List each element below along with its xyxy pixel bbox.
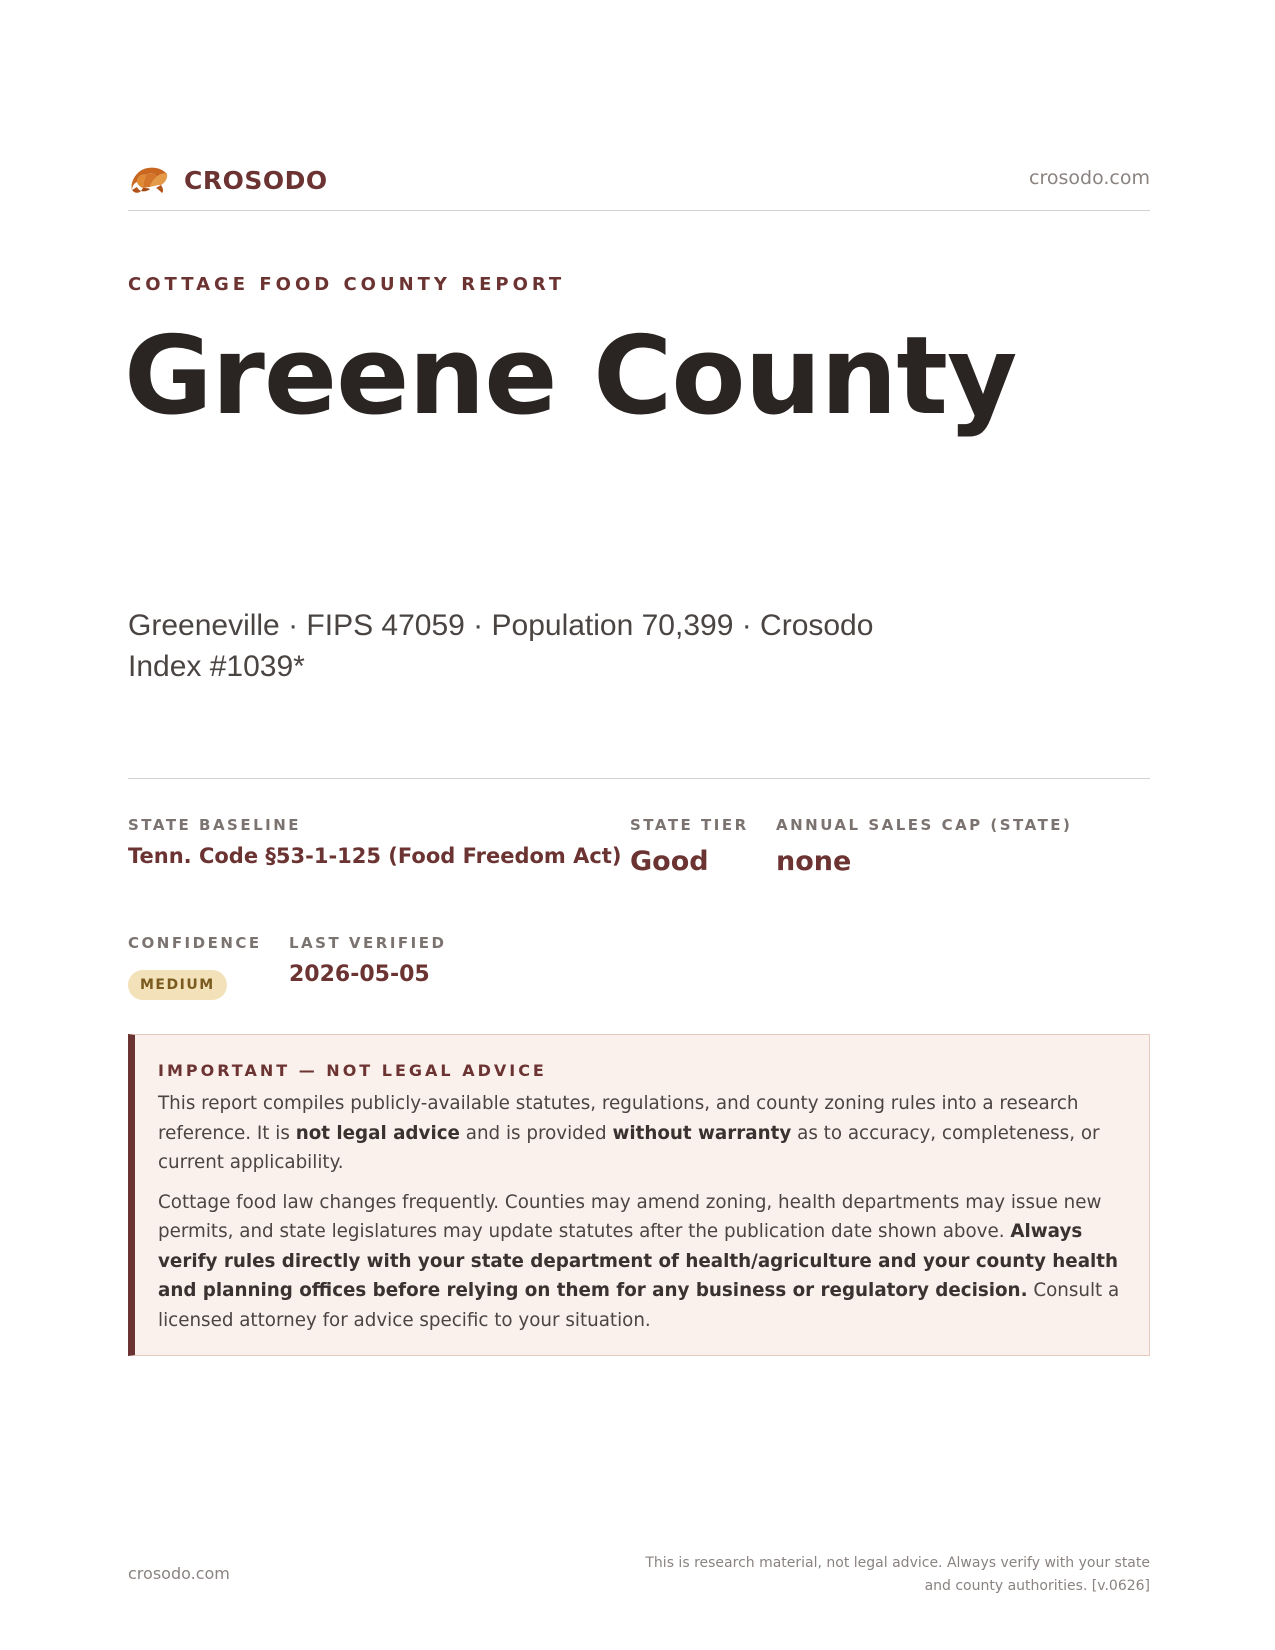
state-tier-value: Good bbox=[630, 846, 709, 877]
brand[interactable] bbox=[128, 160, 328, 200]
state-tier-label: STATE TIER bbox=[630, 816, 749, 834]
notice-text: Cottage food law changes frequently. Counties may amend zoning, health departments may issue new permits, and state legislatures may update statutes after the publication date shown above. bbox=[158, 1191, 1102, 1242]
confidence-badge: MEDIUM bbox=[128, 970, 227, 1000]
sales-cap-label: ANNUAL SALES CAP (STATE) bbox=[776, 816, 1073, 834]
state-baseline-value: Tenn. Code §53-1-125 (Food Freedom Act) bbox=[128, 844, 622, 868]
footer-disclaimer bbox=[590, 1552, 1150, 1598]
confidence-label: CONFIDENCE bbox=[128, 934, 262, 952]
notice-title: IMPORTANT — NOT LEGAL ADVICE bbox=[158, 1061, 547, 1080]
report-eyebrow: COTTAGE FOOD COUNTY REPORT bbox=[128, 274, 566, 295]
section-divider bbox=[128, 778, 1150, 779]
sales-cap-value: none bbox=[776, 846, 852, 877]
page-title: Greene County bbox=[124, 314, 1017, 439]
footer-disclaimer-line: and county authorities. [v.0626] bbox=[924, 1578, 1150, 1594]
site-link[interactable]: crosodo.com bbox=[1029, 167, 1150, 189]
notice-emphasis: not legal advice bbox=[295, 1122, 460, 1144]
notice-emphasis: without warranty bbox=[612, 1122, 792, 1144]
notice-text: Consult a licensed attorney for advice specific to your situation. bbox=[158, 1280, 1120, 1331]
croissant-icon bbox=[128, 160, 170, 200]
notice-emphasis: Always verify rules directly with your state department of health/agriculture and your county health and planning offices before relying on them for any business or regulatory decision. bbox=[158, 1221, 1119, 1301]
last-verified-value: 2026-05-05 bbox=[289, 962, 430, 987]
notice-paragraph bbox=[158, 1089, 1128, 1178]
brand-name: CROSODO bbox=[184, 165, 328, 195]
page-header bbox=[128, 158, 1150, 211]
notice-text: and is provided bbox=[459, 1122, 613, 1144]
report-page bbox=[124, 0, 1150, 1650]
notice-text: This report compiles publicly-available statutes, regulations, and county zoning rules into a research reference. It is bbox=[158, 1093, 1079, 1144]
notice-paragraph bbox=[158, 1188, 1128, 1336]
legal-notice bbox=[128, 1034, 1150, 1356]
state-baseline-label: STATE BASELINE bbox=[128, 816, 302, 834]
notice-text: as to accuracy, completeness, or current applicability. bbox=[158, 1122, 1100, 1173]
footer-site[interactable]: crosodo.com bbox=[128, 1564, 230, 1583]
last-verified-label: LAST VERIFIED bbox=[289, 934, 447, 952]
report-subtitle: Greeneville · FIPS 47059 · Population 70,399 · Crosodo Index #1039* bbox=[128, 609, 874, 683]
notice-body bbox=[158, 1089, 1128, 1335]
footer-disclaimer-line: This is research material, not legal advice. Always verify with your state bbox=[645, 1555, 1150, 1571]
